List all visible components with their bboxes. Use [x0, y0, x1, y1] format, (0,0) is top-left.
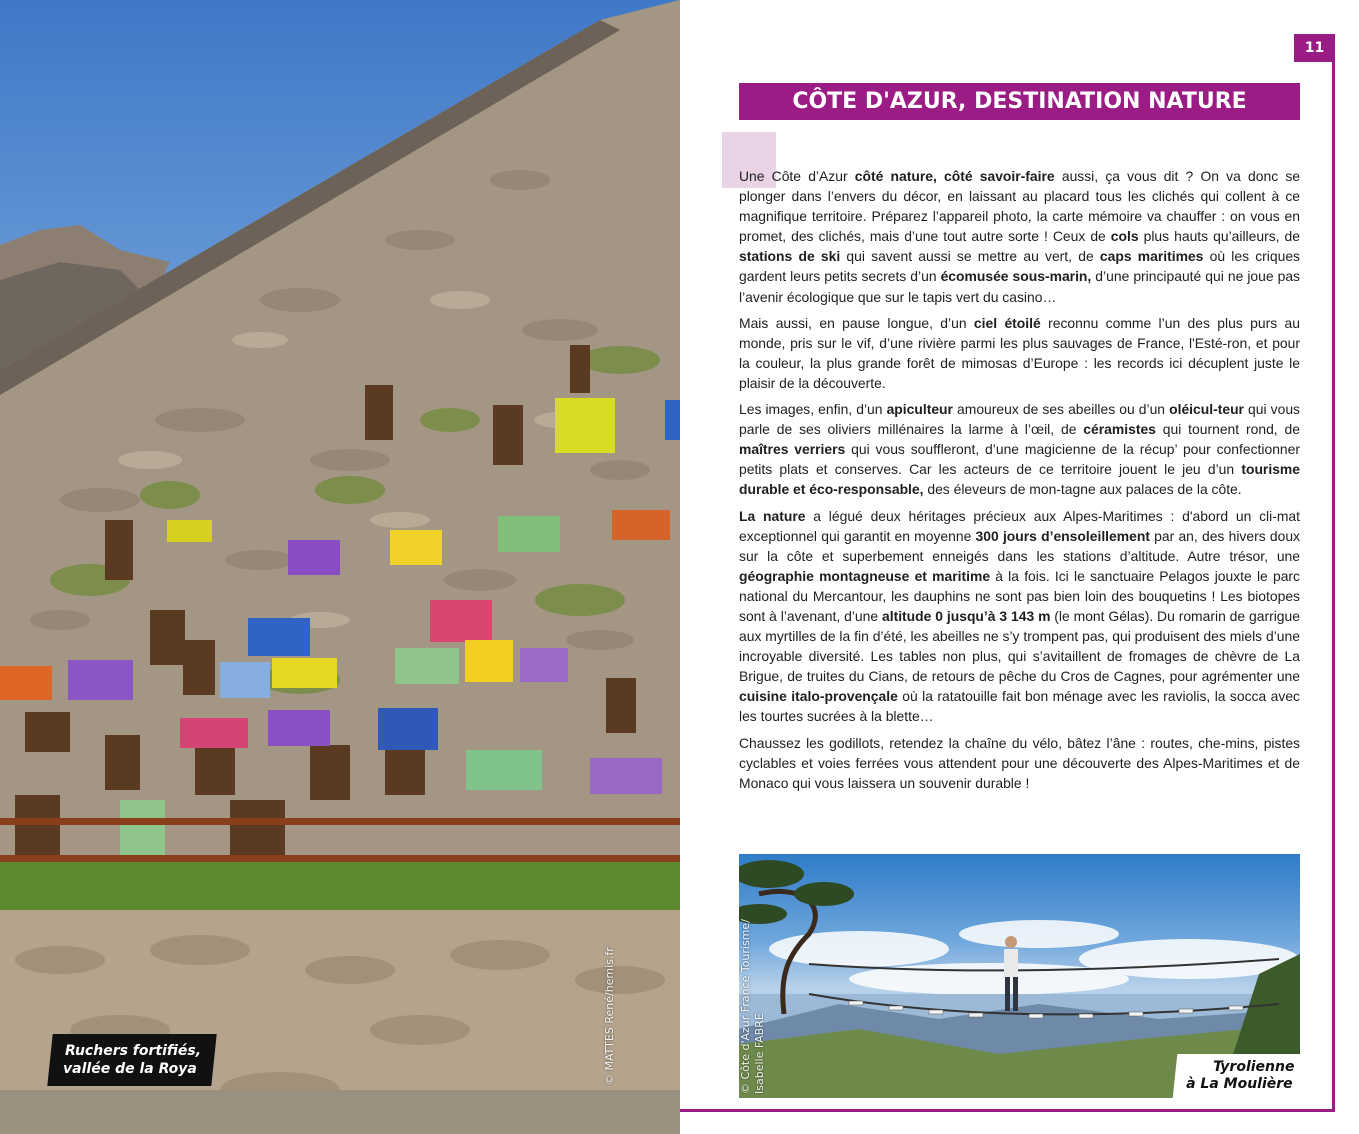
credit-line: © Côte d'Azur France Tourisme/	[739, 919, 752, 1094]
emphasis-text: écomusée sous-marin,	[940, 268, 1092, 285]
inset-credit	[739, 919, 767, 1094]
paragraph-text: Mais aussi, en pause longue, d’un	[739, 314, 974, 331]
paragraph-text: amoureux de ses abeilles ou d’un	[952, 401, 1170, 418]
body-paragraph	[739, 399, 1300, 499]
paragraph-text: a légué deux héritages précieux aux Alpes-Maritimes : d'abord un cli-mat exceptionnel qui garantit en moyenne	[739, 507, 1300, 544]
caption-line: Ruchers fortifiés,	[64, 1043, 202, 1059]
paragraph-text: plus hauts qu’ailleurs, de	[1138, 228, 1300, 245]
emphasis-text: apiculteur	[886, 401, 953, 418]
page-edge-bar	[1332, 36, 1335, 1112]
paragraph-text: par an, des hivers doux sur la côte et superbement enneigés dans les stations d’altitude. Autre trésor, une	[739, 527, 1300, 564]
body-paragraph	[739, 313, 1300, 393]
paragraph-text: des éleveurs de mon-tagne aux palaces de la côte.	[923, 481, 1242, 498]
caption-line: Tyrolienne	[1213, 1059, 1295, 1075]
page-bottom-bar	[680, 1109, 1335, 1112]
body-paragraph	[739, 733, 1300, 793]
paragraph-text: Chaussez les godillots, retendez la chaîne du vélo, bâtez l’âne : routes, che-mins, pistes cyclables et voies ferrées vous attendent pour une découverte des Alpes-Maritimes et de Monaco qui vous laissera un souvenir durable !	[739, 734, 1300, 791]
paragraph-text: d’une principauté qui ne joue pas l’avenir écologique que sur le tapis vert du casino…	[739, 268, 1301, 305]
paragraph-text: qui vous souffleront, d’une magicienne de la récup’ pour confectionner petits plats et conserves. Car les acteurs de ce territoire jouent le jeu d’un	[739, 441, 1300, 478]
inset-caption	[1173, 1054, 1300, 1098]
paragraph-text: (le mont Gélas). Du romarin de garrigue aux myrtilles de la fin d’été, les abeilles ne s’y trompent pas, qui produisent des miels d’une incroyable diversité. Les tables non plus, qui s’avitaillent de fromages de chèvre de La Brigue, de truites du Cians, de retours de pêche du Cros de Cagnes, pour agrémenter une	[739, 607, 1300, 685]
emphasis-text: cols	[1110, 228, 1139, 245]
caption-line: à La Moulière	[1186, 1076, 1294, 1092]
emphasis-text: tourisme durable et éco-responsable,	[739, 461, 1300, 498]
emphasis-text: ciel étoilé	[973, 314, 1041, 331]
paragraph-text: à la fois. Ici le sanctuaire Pelagos jouxte le parc national du Mercantour, les dauphins ne sont pas bien loin des bouquetins ! Les biotopes sont à l’avenant, d’une	[739, 567, 1301, 624]
paragraph-text: où la ratatouille fait bon ménage avec les raviolis, la socca avec les tourtes sucrées à la blette…	[739, 688, 1300, 725]
body-text	[739, 166, 1300, 799]
zipline-photo	[739, 854, 1300, 1098]
paragraph-text: qui savent aussi se mettre au vert, de	[840, 248, 1100, 265]
body-paragraph	[739, 506, 1300, 727]
paragraph-text: reconnu comme l’un des plus purs au monde, pris sur le vif, d’une rivière parmi les plus sauvages de France, l'Esté-ron, et pour la couleur, la plus grande forêt de mimosas d’Europe : les records ici décuplent juste le plaisir de la découverte.	[739, 314, 1300, 391]
paragraph-text: Les images, enfin, d’un	[739, 401, 887, 418]
photo-credit: © MATTES René/hemis.fr	[603, 947, 616, 1085]
text-page	[680, 0, 1359, 1134]
emphasis-text: céramistes	[1083, 421, 1156, 438]
emphasis-text: altitude 0 jusqu’à 3 143 m	[881, 607, 1051, 624]
caption-line: vallée de la Roya	[63, 1061, 197, 1077]
page-title: CÔTE D'AZUR, DESTINATION NATURE	[739, 83, 1300, 120]
photo-caption	[47, 1034, 217, 1086]
paragraph-text: aussi, ça vous dit ? On va donc se plonger dans l’envers du décor, en laissant au placard tous les clichés qui collent à ce magnifique territoire. Préparez l’appareil photo, la carte mémoire va chauffer : on vous en promet, des clichés, mais d’une tout autre sorte ! Ceux de	[739, 168, 1301, 245]
paragraph-text: qui vous parle de ses oliviers millénaires la larme à l’œil, de	[739, 401, 1300, 438]
emphasis-text: 300 jours d’ensoleillement	[975, 527, 1150, 544]
emphasis-text: stations de ski	[739, 248, 841, 265]
paragraph-text: où les criques gardent leurs petits secrets d’un	[739, 248, 1300, 285]
page-number: 11	[1294, 34, 1335, 62]
emphasis-text: oléicul-teur	[1169, 401, 1244, 418]
paragraph-text: qui tournent rond, de	[1155, 421, 1300, 438]
credit-line: Isabelle FABRE	[753, 1013, 766, 1094]
body-paragraph	[739, 166, 1300, 307]
emphasis-text: La nature	[739, 507, 806, 524]
paragraph-text: Une Côte d’Azur	[739, 168, 855, 184]
emphasis-text: caps maritimes	[1099, 248, 1204, 265]
emphasis-text: cuisine italo-provençale	[739, 688, 898, 705]
emphasis-text: maîtres verriers	[739, 441, 846, 458]
emphasis-text: géographie montagneuse et maritime	[739, 567, 991, 584]
emphasis-text: côté nature, côté savoir-faire	[854, 168, 1055, 184]
